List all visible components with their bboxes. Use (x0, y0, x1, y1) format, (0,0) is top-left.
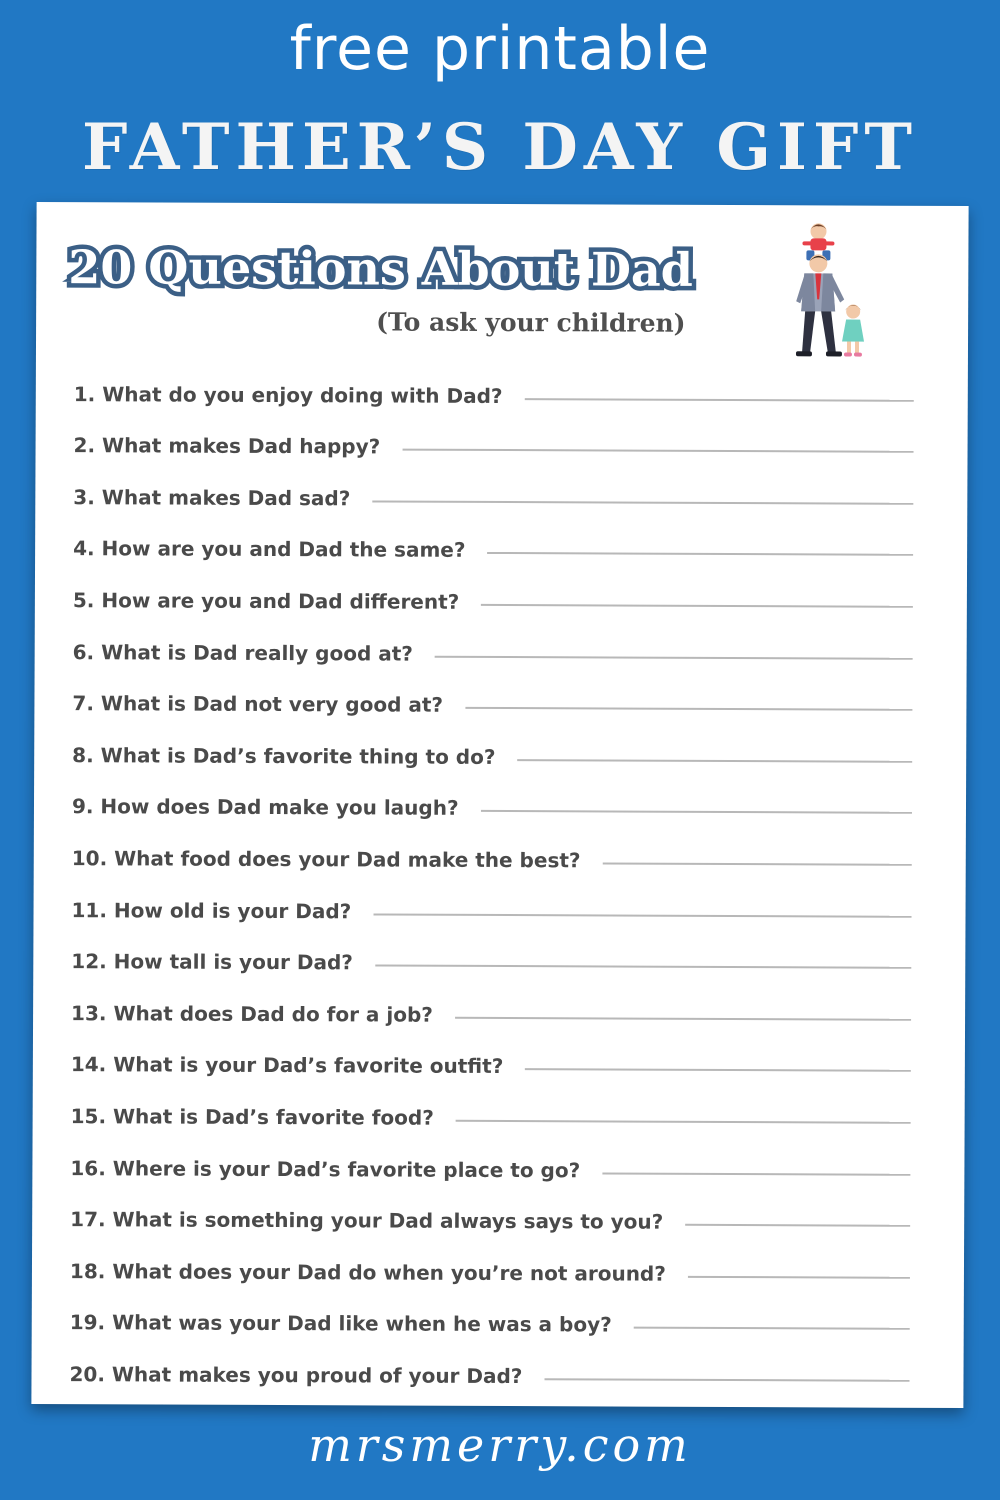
answer-line[interactable] (525, 1068, 911, 1072)
answer-line[interactable] (487, 552, 913, 556)
question-text: 16. Where is your Dad’s favorite place to go? (70, 1155, 581, 1182)
question-row (71, 1082, 911, 1137)
sheet-subtitle: (To ask your children) (376, 307, 686, 338)
answer-line[interactable] (481, 604, 913, 608)
question-row (74, 360, 914, 415)
question-row (72, 670, 912, 725)
question-text: 17. What is something your Dad always says to you? (70, 1207, 664, 1234)
answer-line[interactable] (455, 1017, 911, 1021)
question-row (71, 1031, 911, 1086)
question-text: 6. What is Dad really good at? (72, 639, 413, 666)
answer-line[interactable] (544, 1378, 909, 1382)
question-text: 10. What food does your Dad make the best? (71, 846, 581, 873)
question-row (72, 773, 912, 828)
answer-line[interactable] (603, 862, 912, 865)
question-text: 5. How are you and Dad different? (72, 588, 460, 614)
footer-site: mrsmerry.com (308, 1418, 692, 1472)
question-row (70, 1237, 910, 1292)
answer-line[interactable] (465, 707, 912, 711)
question-row (70, 1134, 910, 1189)
answer-line[interactable] (517, 759, 912, 763)
question-row (71, 928, 911, 983)
question-row (72, 721, 912, 776)
question-row (73, 618, 913, 673)
question-row (73, 567, 913, 622)
answer-line[interactable] (456, 1120, 911, 1124)
question-row (73, 412, 913, 467)
answer-line[interactable] (602, 1172, 910, 1175)
question-row (71, 876, 911, 931)
question-text: 11. How old is your Dad? (71, 897, 352, 923)
sheet-title: 20 Questions About Dad (68, 240, 694, 297)
question-text: 9. How does Dad make you laugh? (71, 794, 459, 821)
question-row (70, 1186, 910, 1241)
question-text: 12. How tall is your Dad? (71, 949, 353, 975)
question-row (70, 1289, 910, 1344)
answer-line[interactable] (634, 1327, 910, 1330)
answer-line[interactable] (373, 913, 911, 917)
answer-line[interactable] (402, 449, 913, 453)
question-row (73, 515, 913, 570)
question-list (69, 360, 913, 1396)
question-row (73, 463, 913, 518)
question-text: 15. What is Dad’s favorite food? (70, 1104, 434, 1130)
header-line-2: FATHER’S DAY GIFT (82, 110, 918, 185)
answer-line[interactable] (685, 1224, 910, 1227)
question-text: 19. What was your Dad like when he was a boy? (69, 1310, 612, 1337)
answer-line[interactable] (372, 500, 913, 504)
question-text: 2. What makes Dad happy? (73, 433, 381, 459)
father-with-children-icon (778, 219, 879, 359)
answer-line[interactable] (688, 1276, 910, 1279)
question-row (69, 1340, 909, 1395)
question-text: 3. What makes Dad sad? (73, 484, 351, 511)
question-row (72, 824, 912, 879)
question-text: 8. What is Dad’s favorite thing to do? (72, 742, 496, 769)
header-line-1: free printable (289, 14, 711, 84)
answer-line[interactable] (435, 655, 913, 659)
question-text: 20. What makes you proud of your Dad? (69, 1362, 523, 1388)
answer-line[interactable] (525, 398, 914, 402)
question-text: 13. What does Dad do for a job? (71, 1000, 433, 1027)
question-text: 18. What does your Dad do when you’re not around? (69, 1258, 666, 1286)
question-row (71, 979, 911, 1034)
printable-sheet (31, 202, 968, 1408)
question-text: 1. What do you enjoy doing with Dad? (73, 381, 503, 408)
question-text: 14. What is your Dad’s favorite outfit? (70, 1052, 504, 1079)
question-text: 4. How are you and Dad the same? (73, 536, 466, 563)
answer-line[interactable] (375, 965, 911, 969)
answer-line[interactable] (481, 810, 912, 814)
question-text: 7. What is Dad not very good at? (72, 691, 444, 717)
